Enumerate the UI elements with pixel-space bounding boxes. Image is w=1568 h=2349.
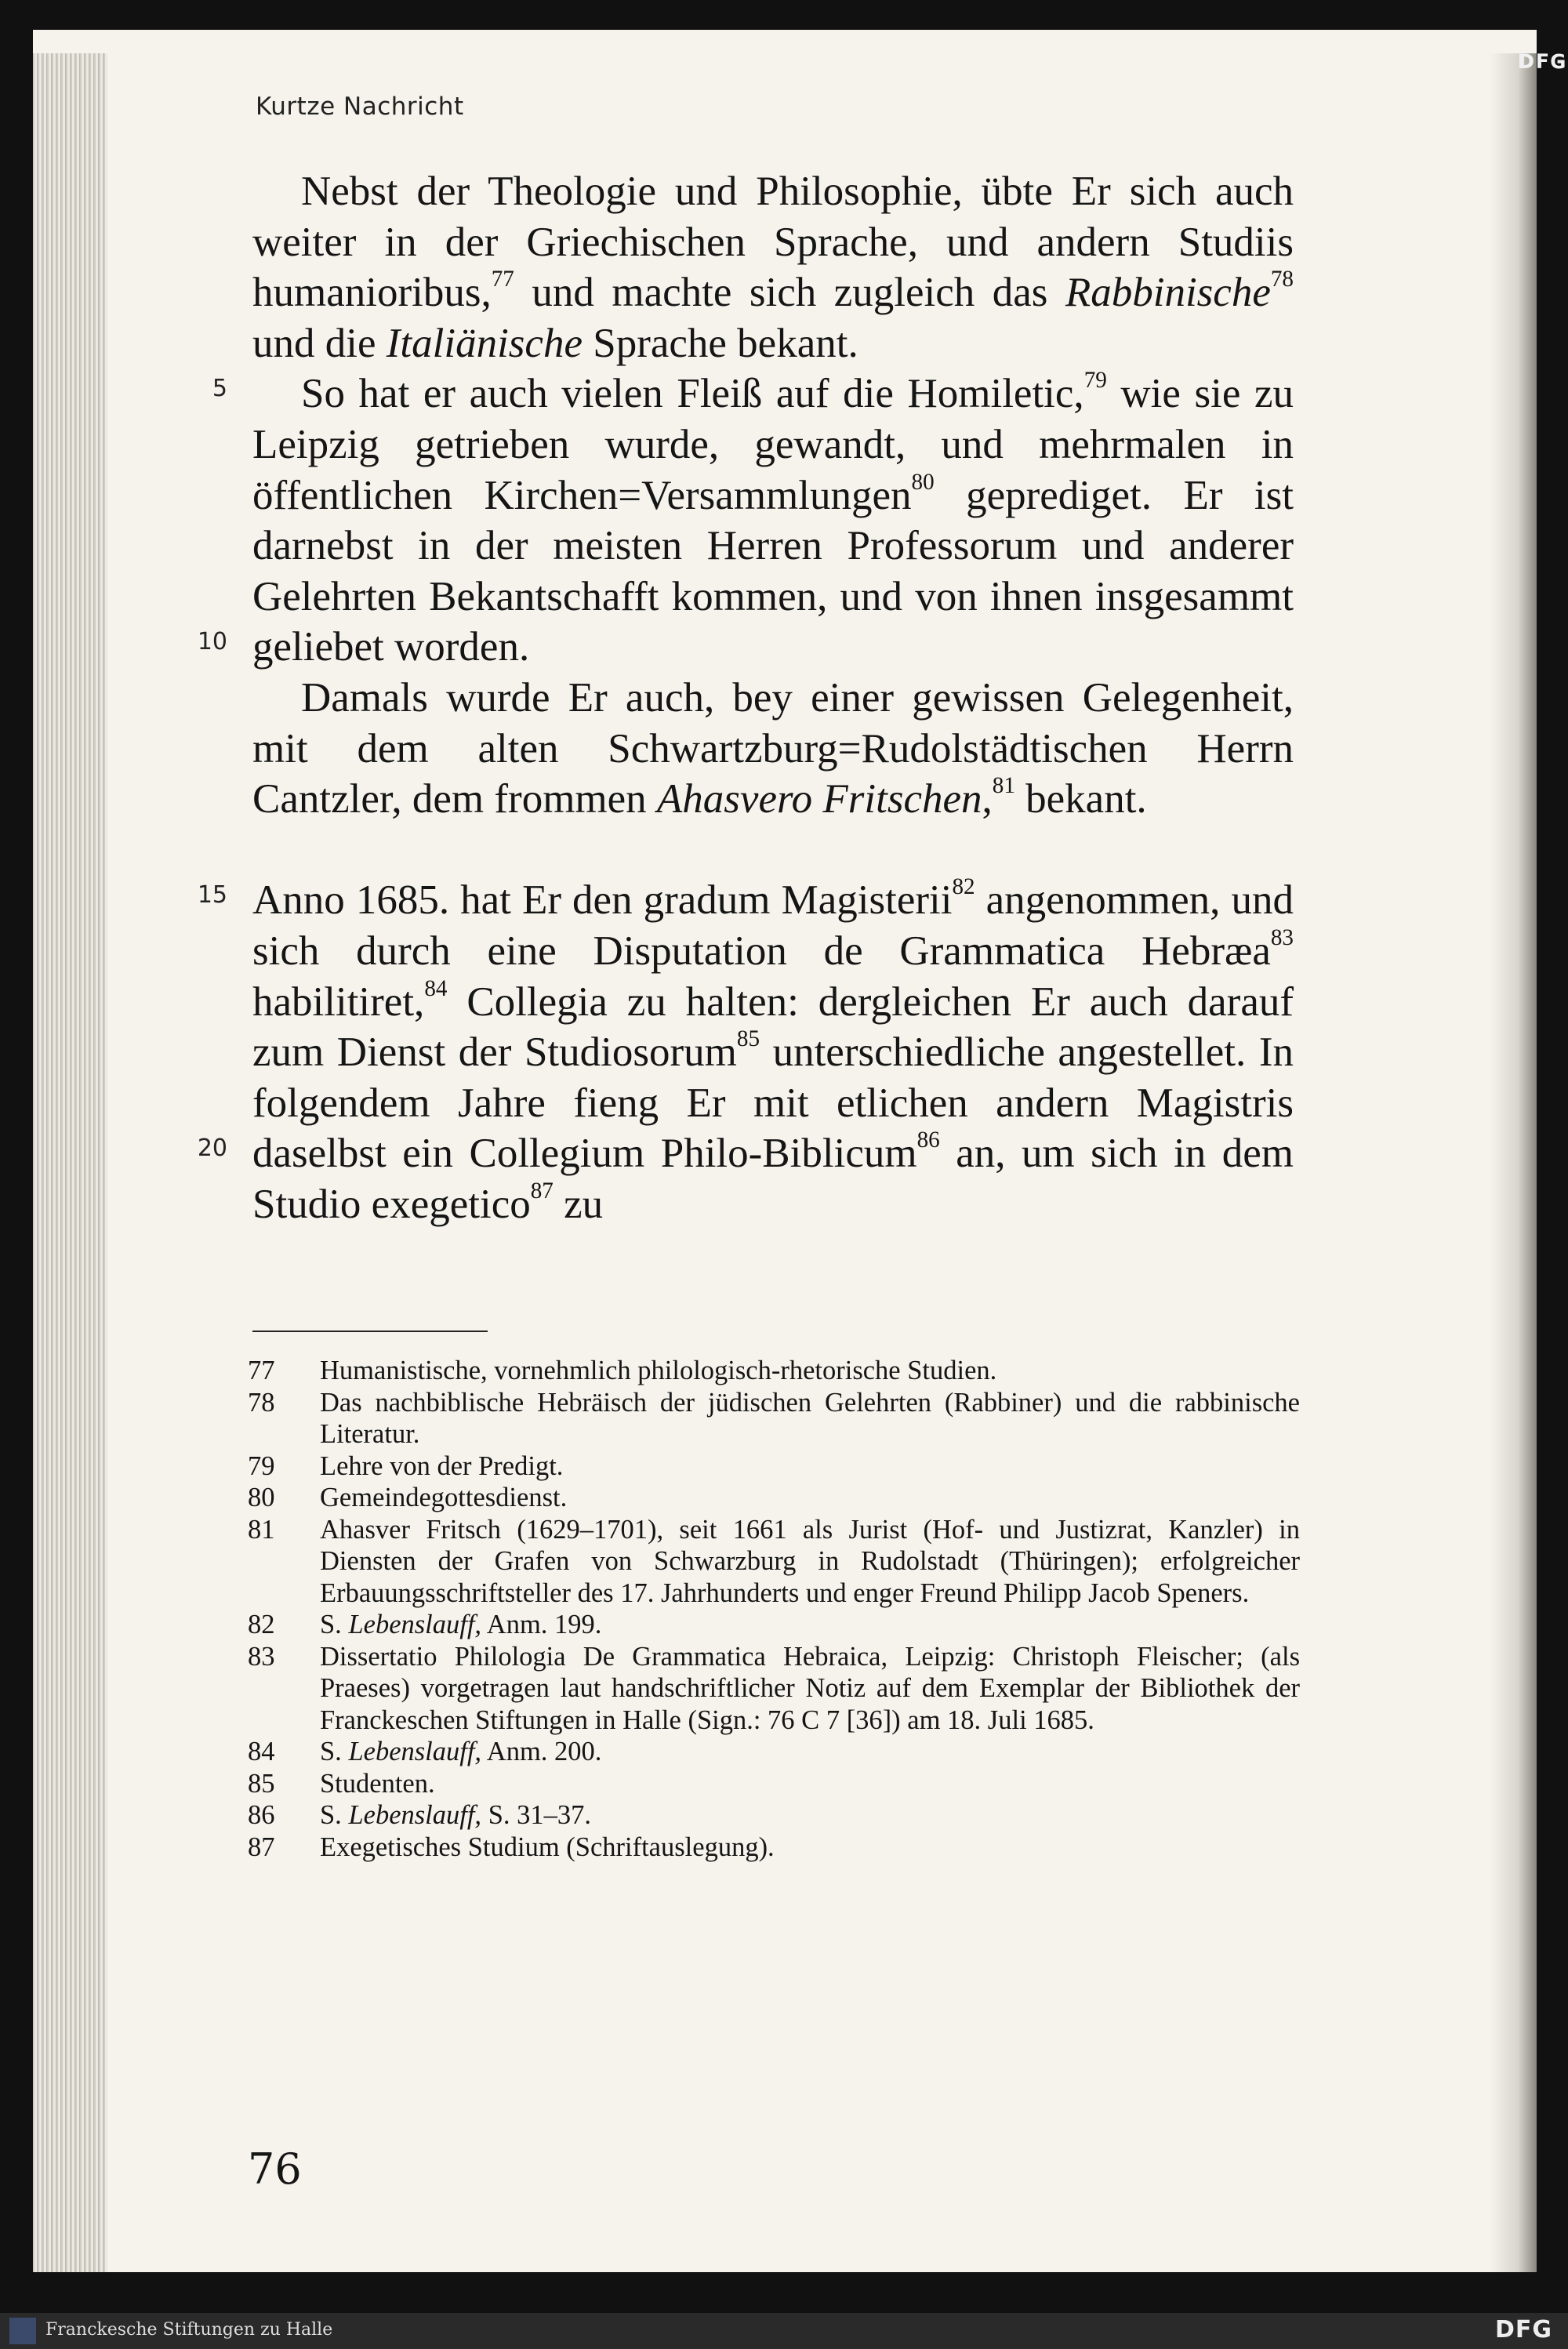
footnote (248, 1387, 1300, 1450)
text-run: Gemeindegottesdienst. (320, 1483, 568, 1512)
text-run: S. (320, 1800, 349, 1830)
text-run: Ahasver Fritsch (1629–1701), seit 1661 als Jurist (Hof- und Justizrat, Kanzler) in Diensten der Grafen von Schwarzburg in Rudolstadt (Thüringen); erfolgreicher Erbauungsschriftsteller des 17. Jahrhunderts und enger Freund Philipp Jacob Speners. (320, 1514, 1300, 1608)
institution-logo-icon (9, 2318, 36, 2344)
text-run: Lehre von der Predigt. (320, 1450, 564, 1481)
text-run: Sprache bekant. (582, 320, 858, 366)
text-run: unterschiedliche angestellet. In folgendem Jahre fieng Er mit etlichen andern Magistris daselbst ein Collegium Philo-Biblicum (252, 1029, 1294, 1177)
footnote-ref: 85 (736, 1026, 760, 1052)
line-number: 20 (197, 1135, 227, 1162)
footnote-text (320, 1799, 1300, 1832)
paragraph (252, 875, 1294, 1229)
footnote-number: 84 (248, 1737, 275, 1766)
footnote-rule (252, 1331, 488, 1332)
main-text (252, 166, 1294, 1229)
text-run: Exegetisches Studium (Schriftauslegung). (320, 1832, 775, 1862)
footnote-number: 78 (248, 1387, 275, 1418)
footnote (248, 1736, 1300, 1768)
footnote (248, 1514, 1300, 1610)
footnote-number: 85 (248, 1768, 275, 1799)
footnote-text (320, 1768, 1300, 1800)
paragraph (252, 673, 1294, 825)
footnote (248, 1768, 1300, 1800)
footnote (248, 1609, 1300, 1641)
footnote (248, 1355, 1300, 1387)
footnote-number: 87 (248, 1832, 275, 1862)
italic-text: Lebenslauff, (348, 1737, 482, 1766)
text-run: S. (320, 1610, 349, 1639)
footnote-number: 77 (248, 1356, 275, 1385)
dfg-logo: DFG (1494, 2316, 1552, 2344)
footnote-text (320, 1736, 1300, 1768)
text-run: Damals wurde Er auch, bey einer gewissen Gelegenheit, mit dem alten Schwartzburg=Rudolstädtischen Herrn Cantzler, dem frommen (252, 674, 1294, 822)
text-run: habilitiret, (252, 978, 425, 1025)
text-run: S. (320, 1737, 349, 1766)
text-run: und die (252, 320, 387, 366)
footnote-text (320, 1355, 1300, 1387)
footnote-text (320, 1641, 1300, 1737)
footnote-ref: 79 (1083, 368, 1107, 394)
italic-text: Lebenslauff, (348, 1800, 482, 1830)
text-run: und machte sich zugleich das (514, 270, 1065, 316)
paragraph (252, 369, 1294, 673)
italic-text: Lebenslauff, (348, 1610, 482, 1639)
italic-text: Rabbinische (1065, 270, 1271, 316)
text-run: zu (553, 1181, 604, 1227)
page-number: 76 (248, 2144, 302, 2194)
text-run: S. 31–37. (481, 1800, 591, 1830)
footnotes (248, 1355, 1300, 1863)
footnote-number: 83 (248, 1641, 275, 1672)
footnote-text (320, 1609, 1300, 1641)
footnote-number: 81 (248, 1514, 275, 1545)
text-run: Studenten. (320, 1768, 435, 1799)
footnote-number: 82 (248, 1610, 275, 1639)
footnote-ref: 83 (1270, 925, 1294, 951)
footnote-text (320, 1450, 1300, 1483)
footnote (248, 1482, 1300, 1514)
footnote (248, 1832, 1300, 1864)
line-number: 10 (197, 628, 227, 655)
footnote-ref: 81 (992, 773, 1015, 799)
footnote (248, 1799, 1300, 1832)
footnote-ref: 80 (911, 469, 935, 495)
footnote (248, 1450, 1300, 1483)
footnote-ref: 82 (952, 874, 975, 900)
blank-line (252, 825, 1294, 876)
footnote-ref: 86 (916, 1127, 940, 1153)
text-run: So hat er auch vielen Fleiß auf die Homiletic, (301, 371, 1084, 417)
text-run: Anm. 199. (481, 1610, 602, 1639)
line-number: 5 (212, 375, 227, 402)
footnote-ref: 84 (424, 975, 448, 1001)
footnote-number: 79 (248, 1450, 275, 1481)
text-run: Anno 1685. hat Er den gradum Magisterii (252, 877, 953, 924)
text-run: Anm. 200. (481, 1737, 602, 1766)
text-run: angenommen, und sich durch eine Disputation de Grammatica Hebræa (252, 877, 1294, 974)
credit-text: Franckesche Stiftungen zu Halle (45, 2320, 333, 2340)
footnote (248, 1641, 1300, 1737)
paragraph (252, 166, 1294, 369)
credit-bar (0, 2313, 1568, 2349)
footnote-ref: 87 (530, 1178, 554, 1204)
text-run: , (982, 776, 993, 822)
text-run: wie sie zu Leipzig getrieben wurde, gewandt, und mehrmalen in öffentlichen Kirchen=Versammlungen (252, 371, 1294, 518)
text-run: bekant. (1014, 776, 1147, 822)
footnote-ref: 78 (1270, 267, 1294, 292)
footnote-text (320, 1482, 1300, 1514)
text-run: Humanistische, vornehmlich philologisch-rhetorische Studien. (320, 1356, 997, 1385)
footnote-text (320, 1832, 1300, 1864)
footnote-text (320, 1387, 1300, 1450)
dfg-logo-top: ᴅꜰɢ (1517, 44, 1567, 75)
footnote-number: 80 (248, 1483, 275, 1512)
text-run: Das nachbiblische Hebräisch der jüdischen Gelehrten (Rabbiner) und die rabbinische Literatur. (320, 1387, 1300, 1449)
running-head: Kurtze Nachricht (256, 93, 464, 121)
footnote-ref: 77 (491, 267, 514, 292)
footnote-number: 86 (248, 1800, 275, 1830)
text-run: Nebst der Theologie und Philosophie, übte Er sich auch weiter in der Griechischen Sprache, und andern Studiis humanioribus, (252, 169, 1294, 316)
text-run: geprediget. Er ist darnebst in der meisten Herren Professorum und anderer Gelehrten Bekantschafft kommen, und von ihnen insgesammt geliebet worden. (252, 472, 1294, 670)
italic-text: Italiänische (386, 320, 583, 366)
text-run: an, um sich in dem Studio exegetico (252, 1131, 1294, 1227)
text-run: Collegia zu halten: dergleichen Er auch darauf zum Dienst der Studiosorum (252, 978, 1294, 1076)
footnote-text (320, 1514, 1300, 1610)
italic-text: Ahasvero Fritschen (656, 776, 982, 822)
line-number: 15 (197, 881, 227, 909)
text-run: Dissertatio Philologia De Grammatica Hebraica, Leipzig: Christoph Fleischer; (als Praeses) vorgetragen laut handschriftlicher Notiz auf dem Exemplar der Bibliothek der Franckeschen Stiftungen in Halle (Sign.: 76 C 7 [36]) am 18. Juli 1685. (320, 1641, 1300, 1735)
